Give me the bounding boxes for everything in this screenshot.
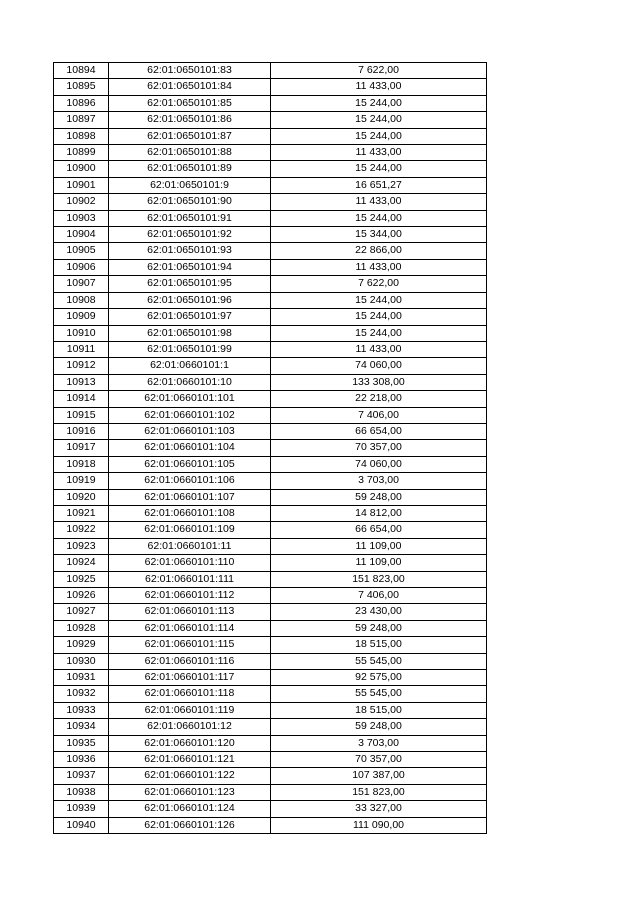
table-row (54, 735, 487, 751)
row-number-cell: 10900 (54, 161, 109, 177)
row-number-cell: 10915 (54, 407, 109, 423)
cadastral-value-cell: 74 060,00 (271, 456, 487, 472)
cadastral-value-cell: 15 244,00 (271, 128, 487, 144)
table-row (54, 374, 487, 390)
row-number-cell: 10894 (54, 63, 109, 79)
cadastral-number-cell: 62:01:0660101:124 (109, 801, 271, 817)
row-number-cell: 10925 (54, 571, 109, 587)
table-row (54, 670, 487, 686)
table-row (54, 391, 487, 407)
cadastral-value-cell: 15 244,00 (271, 210, 487, 226)
row-number-cell: 10901 (54, 177, 109, 193)
table-row (54, 555, 487, 571)
table-row (54, 702, 487, 718)
table-row (54, 440, 487, 456)
cadastral-value-cell: 15 244,00 (271, 95, 487, 111)
cadastral-number-cell: 62:01:0650101:94 (109, 259, 271, 275)
table-row (54, 538, 487, 554)
cadastral-number-cell: 62:01:0660101:115 (109, 637, 271, 653)
cadastral-value-cell: 15 244,00 (271, 325, 487, 341)
cadastral-value-cell: 7 406,00 (271, 407, 487, 423)
cadastral-value-cell: 15 344,00 (271, 227, 487, 243)
cadastral-value-cell: 92 575,00 (271, 670, 487, 686)
row-number-cell: 10919 (54, 473, 109, 489)
cadastral-number-cell: 62:01:0650101:89 (109, 161, 271, 177)
row-number-cell: 10905 (54, 243, 109, 259)
cadastral-number-cell: 62:01:0650101:9 (109, 177, 271, 193)
table-row (54, 341, 487, 357)
cadastral-number-cell: 62:01:0650101:97 (109, 309, 271, 325)
row-number-cell: 10902 (54, 194, 109, 210)
table-row (54, 79, 487, 95)
table-row (54, 309, 487, 325)
row-number-cell: 10932 (54, 686, 109, 702)
cadastral-value-cell: 18 515,00 (271, 637, 487, 653)
cadastral-number-cell: 62:01:0660101:104 (109, 440, 271, 456)
cadastral-value-cell: 11 433,00 (271, 145, 487, 161)
cadastral-number-cell: 62:01:0660101:116 (109, 653, 271, 669)
row-number-cell: 10916 (54, 423, 109, 439)
table-row (54, 63, 487, 79)
row-number-cell: 10929 (54, 637, 109, 653)
cadastral-number-cell: 62:01:0650101:98 (109, 325, 271, 341)
cadastral-value-table (53, 62, 487, 834)
table-row (54, 620, 487, 636)
table-row (54, 752, 487, 768)
cadastral-number-cell: 62:01:0660101:109 (109, 522, 271, 538)
table-row (54, 604, 487, 620)
cadastral-number-cell: 62:01:0660101:120 (109, 735, 271, 751)
cadastral-value-cell: 18 515,00 (271, 702, 487, 718)
cadastral-number-cell: 62:01:0650101:90 (109, 194, 271, 210)
cadastral-number-cell: 62:01:0650101:96 (109, 292, 271, 308)
table-row (54, 653, 487, 669)
cadastral-value-cell: 3 703,00 (271, 473, 487, 489)
cadastral-value-cell: 3 703,00 (271, 735, 487, 751)
table-row (54, 325, 487, 341)
table-row (54, 259, 487, 275)
cadastral-number-cell: 62:01:0660101:118 (109, 686, 271, 702)
cadastral-value-cell: 7 406,00 (271, 588, 487, 604)
cadastral-value-cell: 59 248,00 (271, 489, 487, 505)
cadastral-value-cell: 14 812,00 (271, 505, 487, 521)
table-row (54, 571, 487, 587)
table-row (54, 473, 487, 489)
cadastral-value-cell: 133 308,00 (271, 374, 487, 390)
table-row (54, 145, 487, 161)
table-row (54, 456, 487, 472)
cadastral-value-cell: 151 823,00 (271, 784, 487, 800)
row-number-cell: 10911 (54, 341, 109, 357)
cadastral-number-cell: 62:01:0660101:106 (109, 473, 271, 489)
cadastral-value-cell: 23 430,00 (271, 604, 487, 620)
cadastral-number-cell: 62:01:0660101:107 (109, 489, 271, 505)
table-row (54, 161, 487, 177)
cadastral-value-cell: 15 244,00 (271, 309, 487, 325)
cadastral-number-cell: 62:01:0660101:105 (109, 456, 271, 472)
table-row (54, 768, 487, 784)
cadastral-number-cell: 62:01:0650101:83 (109, 63, 271, 79)
cadastral-value-cell: 66 654,00 (271, 522, 487, 538)
cadastral-value-cell: 59 248,00 (271, 719, 487, 735)
cadastral-value-cell: 11 109,00 (271, 538, 487, 554)
table-row (54, 227, 487, 243)
cadastral-value-cell: 11 109,00 (271, 555, 487, 571)
cadastral-value-cell: 11 433,00 (271, 194, 487, 210)
table-row (54, 505, 487, 521)
cadastral-number-cell: 62:01:0660101:114 (109, 620, 271, 636)
row-number-cell: 10909 (54, 309, 109, 325)
row-number-cell: 10922 (54, 522, 109, 538)
table-row (54, 784, 487, 800)
table-row (54, 489, 487, 505)
cadastral-number-cell: 62:01:0660101:122 (109, 768, 271, 784)
cadastral-value-cell: 70 357,00 (271, 752, 487, 768)
cadastral-number-cell: 62:01:0660101:1 (109, 358, 271, 374)
row-number-cell: 10938 (54, 784, 109, 800)
row-number-cell: 10927 (54, 604, 109, 620)
row-number-cell: 10912 (54, 358, 109, 374)
cadastral-value-cell: 11 433,00 (271, 79, 487, 95)
cadastral-number-cell: 62:01:0660101:111 (109, 571, 271, 587)
cadastral-number-cell: 62:01:0650101:93 (109, 243, 271, 259)
row-number-cell: 10917 (54, 440, 109, 456)
cadastral-value-cell: 11 433,00 (271, 341, 487, 357)
row-number-cell: 10904 (54, 227, 109, 243)
table-row (54, 276, 487, 292)
cadastral-value-cell: 55 545,00 (271, 653, 487, 669)
table-row (54, 112, 487, 128)
cadastral-value-cell: 70 357,00 (271, 440, 487, 456)
row-number-cell: 10921 (54, 505, 109, 521)
cadastral-value-cell: 151 823,00 (271, 571, 487, 587)
cadastral-value-cell: 111 090,00 (271, 817, 487, 833)
table-row (54, 243, 487, 259)
row-number-cell: 10928 (54, 620, 109, 636)
cadastral-number-cell: 62:01:0660101:102 (109, 407, 271, 423)
row-number-cell: 10896 (54, 95, 109, 111)
table-body (54, 63, 487, 834)
cadastral-number-cell: 62:01:0650101:99 (109, 341, 271, 357)
row-number-cell: 10940 (54, 817, 109, 833)
row-number-cell: 10907 (54, 276, 109, 292)
row-number-cell: 10935 (54, 735, 109, 751)
table-row (54, 637, 487, 653)
cadastral-value-cell: 74 060,00 (271, 358, 487, 374)
table-row (54, 407, 487, 423)
cadastral-number-cell: 62:01:0650101:95 (109, 276, 271, 292)
table-row (54, 719, 487, 735)
table-row (54, 194, 487, 210)
cadastral-number-cell: 62:01:0660101:101 (109, 391, 271, 407)
table-row (54, 95, 487, 111)
cadastral-number-cell: 62:01:0650101:91 (109, 210, 271, 226)
table-row (54, 423, 487, 439)
cadastral-number-cell: 62:01:0660101:117 (109, 670, 271, 686)
row-number-cell: 10913 (54, 374, 109, 390)
table-row (54, 817, 487, 833)
cadastral-number-cell: 62:01:0660101:113 (109, 604, 271, 620)
cadastral-value-cell: 107 387,00 (271, 768, 487, 784)
row-number-cell: 10923 (54, 538, 109, 554)
cadastral-value-cell: 22 866,00 (271, 243, 487, 259)
cadastral-number-cell: 62:01:0650101:92 (109, 227, 271, 243)
cadastral-value-cell: 15 244,00 (271, 161, 487, 177)
cadastral-value-cell: 16 651,27 (271, 177, 487, 193)
cadastral-value-cell: 7 622,00 (271, 63, 487, 79)
cadastral-number-cell: 62:01:0650101:88 (109, 145, 271, 161)
row-number-cell: 10936 (54, 752, 109, 768)
cadastral-value-cell: 33 327,00 (271, 801, 487, 817)
cadastral-number-cell: 62:01:0660101:119 (109, 702, 271, 718)
cadastral-value-cell: 11 433,00 (271, 259, 487, 275)
row-number-cell: 10937 (54, 768, 109, 784)
cadastral-value-cell: 15 244,00 (271, 292, 487, 308)
row-number-cell: 10897 (54, 112, 109, 128)
row-number-cell: 10924 (54, 555, 109, 571)
row-number-cell: 10920 (54, 489, 109, 505)
cadastral-value-cell: 22 218,00 (271, 391, 487, 407)
table-row (54, 128, 487, 144)
cadastral-number-cell: 62:01:0650101:85 (109, 95, 271, 111)
row-number-cell: 10914 (54, 391, 109, 407)
table-row (54, 210, 487, 226)
row-number-cell: 10908 (54, 292, 109, 308)
row-number-cell: 10930 (54, 653, 109, 669)
cadastral-value-cell: 15 244,00 (271, 112, 487, 128)
table-row (54, 801, 487, 817)
row-number-cell: 10899 (54, 145, 109, 161)
cadastral-value-cell: 7 622,00 (271, 276, 487, 292)
row-number-cell: 10931 (54, 670, 109, 686)
table-row (54, 358, 487, 374)
row-number-cell: 10926 (54, 588, 109, 604)
cadastral-number-cell: 62:01:0660101:10 (109, 374, 271, 390)
table-row (54, 522, 487, 538)
cadastral-value-cell: 55 545,00 (271, 686, 487, 702)
cadastral-number-cell: 62:01:0660101:121 (109, 752, 271, 768)
row-number-cell: 10934 (54, 719, 109, 735)
table-row (54, 292, 487, 308)
row-number-cell: 10898 (54, 128, 109, 144)
cadastral-value-cell: 66 654,00 (271, 423, 487, 439)
cadastral-number-cell: 62:01:0660101:11 (109, 538, 271, 554)
table-row (54, 177, 487, 193)
cadastral-number-cell: 62:01:0660101:108 (109, 505, 271, 521)
cadastral-number-cell: 62:01:0660101:103 (109, 423, 271, 439)
table-row (54, 588, 487, 604)
row-number-cell: 10910 (54, 325, 109, 341)
cadastral-number-cell: 62:01:0660101:126 (109, 817, 271, 833)
cadastral-number-cell: 62:01:0650101:87 (109, 128, 271, 144)
cadastral-number-cell: 62:01:0660101:12 (109, 719, 271, 735)
cadastral-number-cell: 62:01:0660101:112 (109, 588, 271, 604)
cadastral-number-cell: 62:01:0650101:86 (109, 112, 271, 128)
cadastral-number-cell: 62:01:0660101:123 (109, 784, 271, 800)
row-number-cell: 10895 (54, 79, 109, 95)
cadastral-number-cell: 62:01:0660101:110 (109, 555, 271, 571)
cadastral-value-cell: 59 248,00 (271, 620, 487, 636)
row-number-cell: 10906 (54, 259, 109, 275)
row-number-cell: 10903 (54, 210, 109, 226)
row-number-cell: 10939 (54, 801, 109, 817)
row-number-cell: 10918 (54, 456, 109, 472)
table-row (54, 686, 487, 702)
row-number-cell: 10933 (54, 702, 109, 718)
cadastral-number-cell: 62:01:0650101:84 (109, 79, 271, 95)
